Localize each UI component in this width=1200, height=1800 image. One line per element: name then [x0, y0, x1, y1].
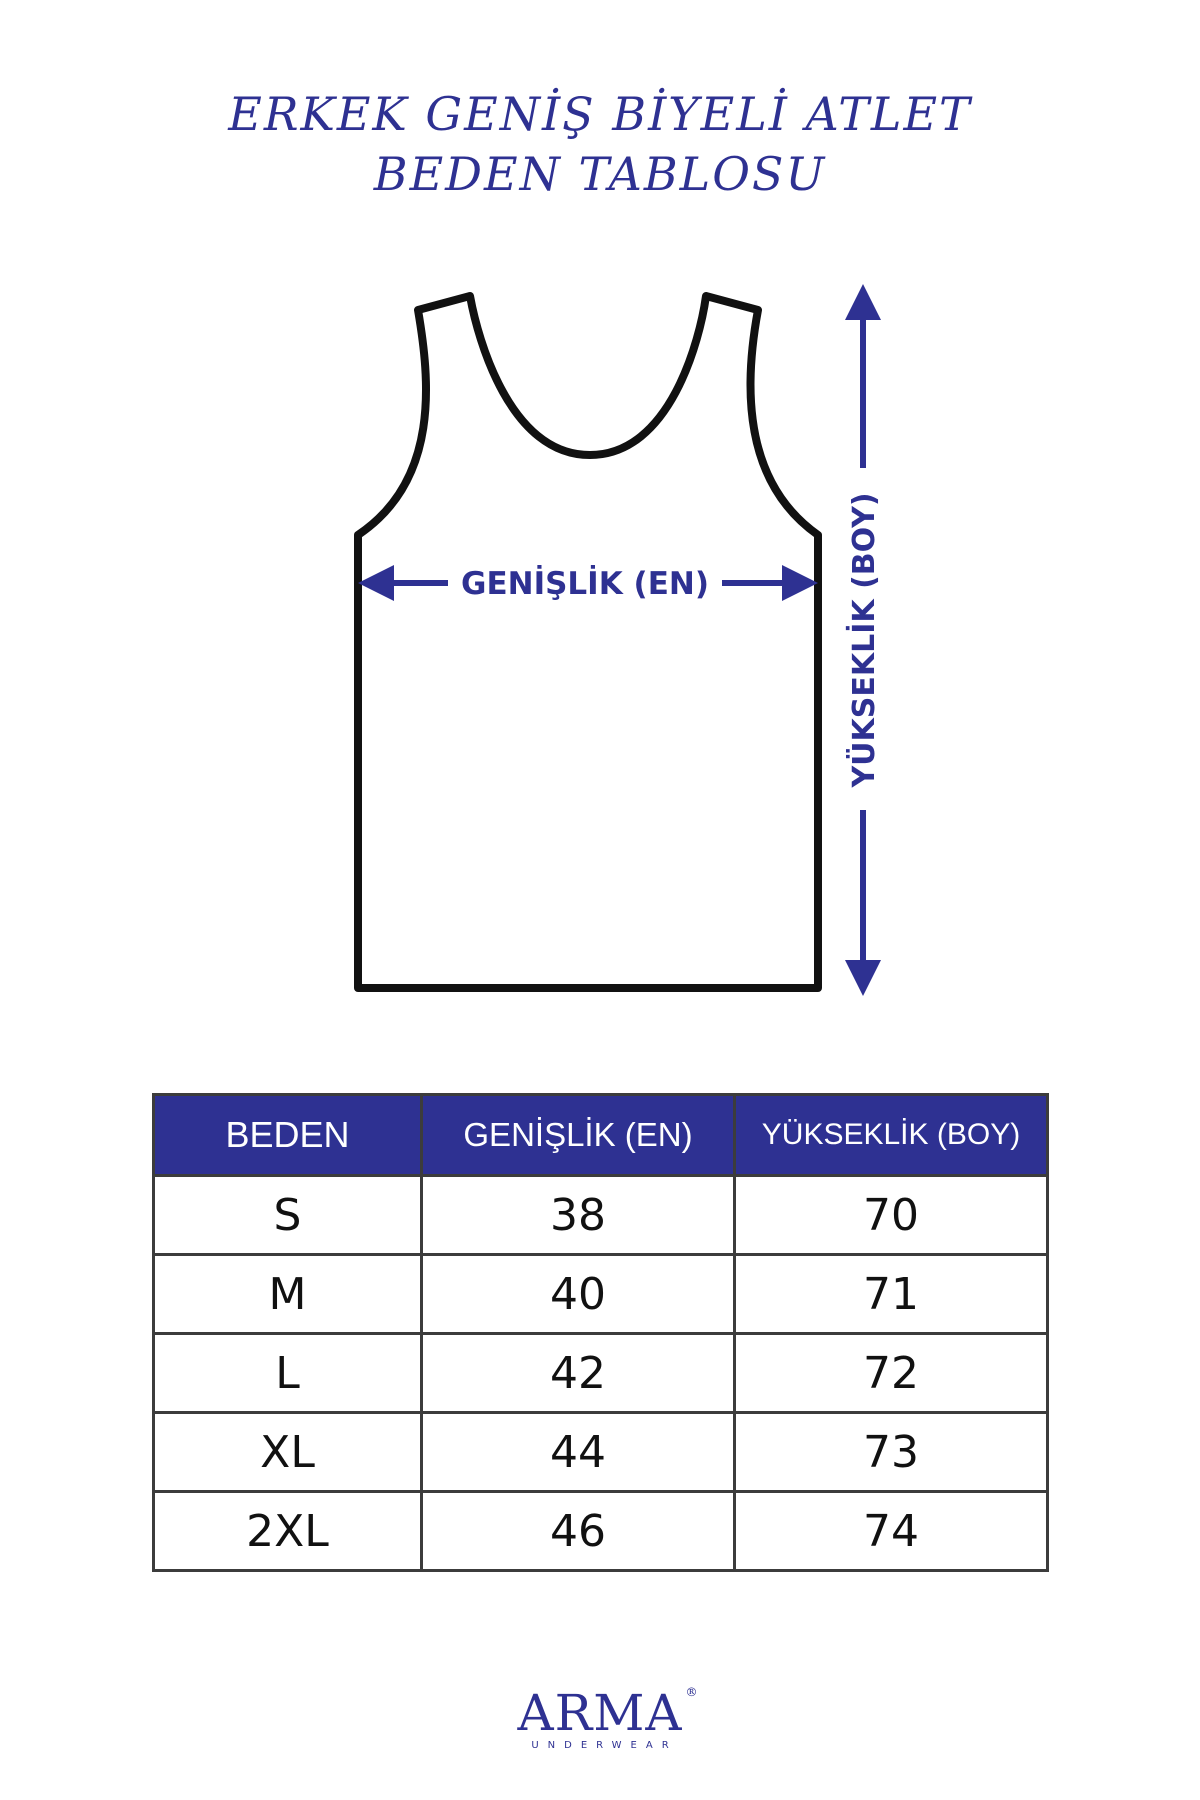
- tank-top-icon: [358, 296, 818, 988]
- brand-logo: [0, 1686, 1200, 1751]
- width-cell: 46: [422, 1492, 735, 1571]
- header-height: YÜKSEKLİK (BOY): [735, 1095, 1048, 1176]
- size-cell: L: [154, 1334, 422, 1413]
- header-size: BEDEN: [154, 1095, 422, 1176]
- table-row: [154, 1176, 1048, 1255]
- size-cell: XL: [154, 1413, 422, 1492]
- width-cell: 38: [422, 1176, 735, 1255]
- brand-subtitle: UNDERWEAR: [531, 1740, 678, 1751]
- width-label: GENİŞLİK (EN): [461, 566, 709, 602]
- registered-mark: ®: [685, 1685, 699, 1699]
- height-cell: 70: [735, 1176, 1048, 1255]
- table-header-row: [154, 1095, 1048, 1176]
- header-width: GENİŞLİK (EN): [422, 1095, 735, 1176]
- size-cell: 2XL: [154, 1492, 422, 1571]
- height-cell: 74: [735, 1492, 1048, 1571]
- size-cell: M: [154, 1255, 422, 1334]
- height-cell: 73: [735, 1413, 1048, 1492]
- height-label: YÜKSEKLİK (BOY): [847, 492, 882, 788]
- table-row: [154, 1255, 1048, 1334]
- brand-name: ARMA: [517, 1684, 683, 1742]
- size-table: [152, 1093, 1049, 1572]
- table-row: [154, 1413, 1048, 1492]
- width-cell: 40: [422, 1255, 735, 1334]
- page-title-line-1: ERKEK GENİŞ BİYELİ ATLET: [228, 87, 972, 141]
- table-row: [154, 1334, 1048, 1413]
- page-title-line-2: BEDEN TABLOSU: [373, 147, 827, 201]
- height-cell: 72: [735, 1334, 1048, 1413]
- size-cell: S: [154, 1176, 422, 1255]
- width-cell: 44: [422, 1413, 735, 1492]
- table-row: [154, 1492, 1048, 1571]
- height-cell: 71: [735, 1255, 1048, 1334]
- width-cell: 42: [422, 1334, 735, 1413]
